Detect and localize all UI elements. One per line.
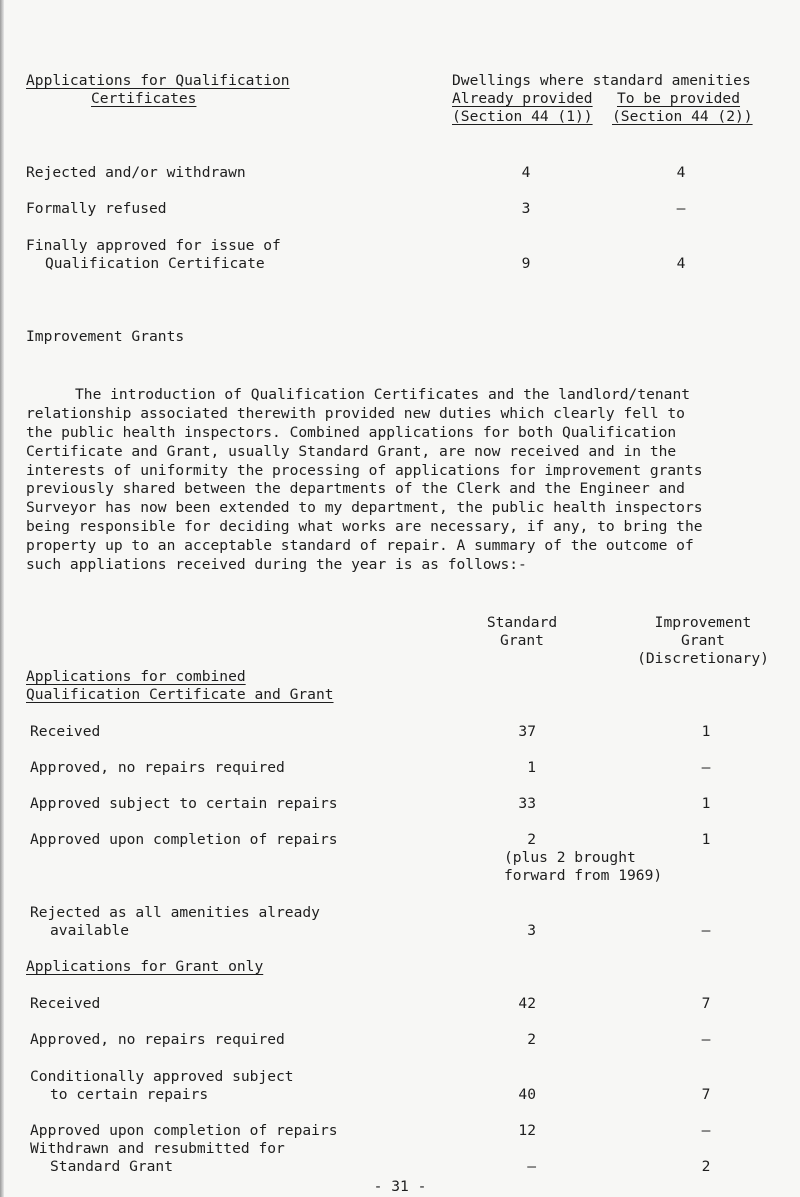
combined-row-imp: –	[701, 922, 711, 939]
paragraph-line: relationship associated therewith provided new duties which clearly fell to	[26, 404, 685, 422]
grant-only-heading: Applications for Grant only	[26, 958, 264, 975]
already-provided-header: Already provided	[452, 90, 593, 107]
paragraph-line: previously shared between the departments of the Clerk and the Engineer and	[26, 480, 685, 498]
combined-row-label-cont: available	[50, 922, 130, 939]
improvement-grants-heading: Improvement Grants	[26, 328, 185, 345]
improvement-grant-header: Improvement	[654, 614, 752, 631]
section-44-2-header: (Section 44 (2))	[612, 108, 753, 125]
brought-forward-note: (plus 2 brought	[504, 849, 636, 866]
qc-row-col1: 4	[521, 164, 531, 181]
paragraph-line: property up to an acceptable standard of repair. A summary of the outcome of	[26, 537, 694, 555]
combined-heading-line1: Applications for combined	[26, 668, 246, 685]
to-be-provided-header: To be provided	[617, 90, 741, 107]
improvement-grant-header: Grant	[681, 632, 725, 649]
combined-row-imp: –	[701, 759, 711, 776]
grant-row-std: 42	[518, 995, 536, 1012]
improvement-paragraph	[26, 386, 786, 575]
grant-row-imp: 7	[701, 995, 711, 1012]
grant-row-imp: –	[701, 1031, 711, 1048]
combined-row-imp: 1	[701, 795, 711, 812]
grant-row-label: Received	[30, 995, 101, 1012]
qc-row-col2: 4	[676, 255, 686, 272]
combined-row-std: 1	[527, 759, 536, 776]
qc-heading-line2: Certificates	[91, 90, 197, 107]
qc-row-col2: 4	[676, 164, 686, 181]
combined-row-label: Approved upon completion of repairs	[30, 831, 338, 848]
combined-row-std: 3	[527, 922, 536, 939]
qc-row-label-cont: Qualification Certificate	[45, 255, 265, 272]
dwellings-heading: Dwellings where standard amenities	[452, 72, 751, 89]
scan-edge	[0, 0, 4, 1197]
combined-row-std: 33	[518, 795, 536, 812]
brought-forward-note: forward from 1969)	[504, 867, 663, 884]
combined-row-imp: 1	[701, 831, 711, 848]
combined-row-label: Received	[30, 723, 101, 740]
grant-row-imp: 7	[701, 1086, 711, 1103]
combined-row-label: Approved subject to certain repairs	[30, 795, 338, 812]
grant-row-label: Approved upon completion of repairs	[30, 1122, 338, 1139]
grant-row-label: Conditionally approved subject	[30, 1068, 294, 1085]
combined-row-std: 2	[527, 831, 536, 848]
combined-heading-line2: Qualification Certificate and Grant	[26, 686, 334, 703]
qc-row-col2: –	[676, 200, 686, 217]
paragraph-line: The introduction of Qualification Certificates and the landlord/tenant	[75, 386, 691, 403]
combined-row-imp: 1	[701, 723, 711, 740]
qc-row-col1: 3	[521, 200, 531, 217]
grant-row-std: 12	[518, 1122, 536, 1139]
qc-heading-line1: Applications for Qualification	[26, 72, 290, 89]
grant-row-std: 2	[527, 1031, 536, 1048]
section-44-1-header: (Section 44 (1))	[452, 108, 593, 125]
grant-row-label: Withdrawn and resubmitted for	[30, 1140, 285, 1157]
qc-row-label: Rejected and/or withdrawn	[26, 164, 246, 181]
combined-row-std: 37	[518, 723, 536, 740]
grant-row-std: –	[527, 1158, 536, 1175]
standard-grant-header: Grant	[500, 632, 544, 649]
grant-row-std: 40	[518, 1086, 536, 1103]
paragraph-line: interests of uniformity the processing of applications for improvement grants	[26, 461, 703, 479]
combined-row-label: Approved, no repairs required	[30, 759, 285, 776]
combined-row-label: Rejected as all amenities already	[30, 904, 320, 921]
qc-row-col1: 9	[521, 255, 531, 272]
paragraph-line: Surveyor has now been extended to my department, the public health inspectors	[26, 499, 703, 517]
grant-row-label: Approved, no repairs required	[30, 1031, 285, 1048]
standard-grant-header: Standard	[486, 614, 558, 631]
grant-row-label-cont: to certain repairs	[50, 1086, 209, 1103]
page-number: - 31 -	[373, 1178, 427, 1195]
paragraph-line: being responsible for deciding what works are necessary, if any, to bring the	[26, 518, 703, 536]
paragraph-line: the public health inspectors. Combined applications for both Qualification	[26, 423, 677, 441]
qc-row-label: Formally refused	[26, 200, 167, 217]
grant-row-imp: –	[701, 1122, 711, 1139]
grant-row-label-cont: Standard Grant	[50, 1158, 174, 1175]
qc-row-label: Finally approved for issue of	[26, 237, 281, 254]
paragraph-line: such appliations received during the year is as follows:-	[26, 556, 527, 574]
grant-row-imp: 2	[701, 1158, 711, 1175]
paragraph-line: Certificate and Grant, usually Standard Grant, are now received and in the	[26, 442, 677, 460]
discretionary-header: (Discretionary)	[637, 650, 769, 667]
